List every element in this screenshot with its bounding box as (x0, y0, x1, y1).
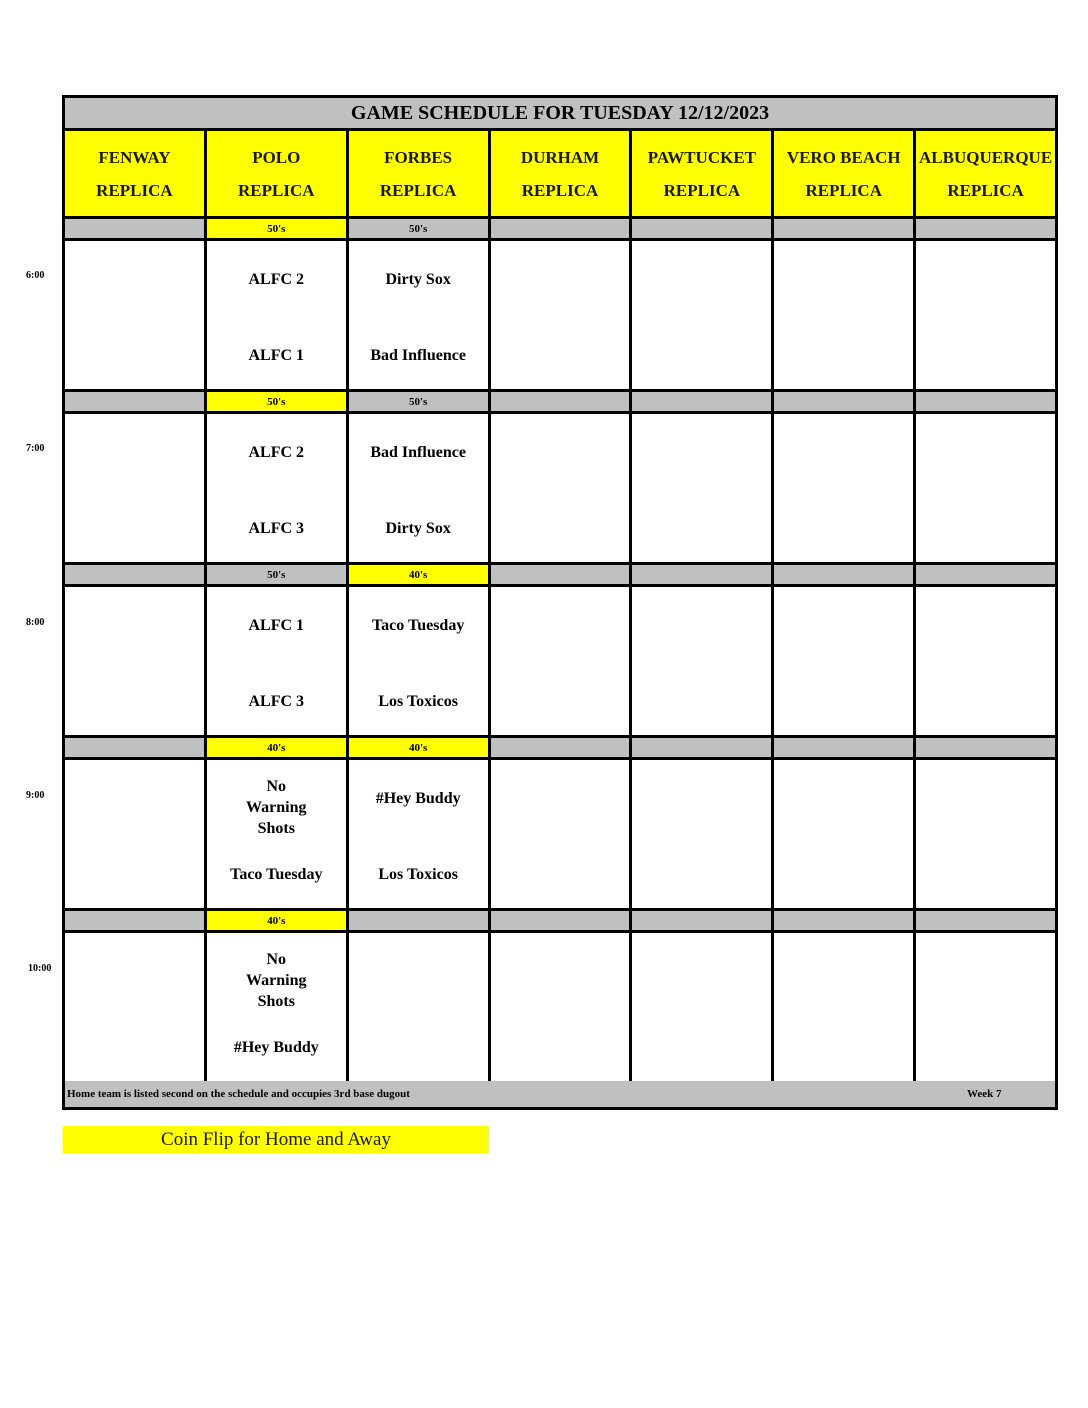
division-cell (65, 738, 207, 757)
division-cell (65, 911, 207, 930)
division-cell (774, 911, 916, 930)
game-cell (774, 241, 916, 389)
home-team: ALFC 3 (248, 520, 305, 537)
schedule-title: GAME SCHEDULE FOR TUESDAY 12/12/2023 (65, 98, 1055, 131)
home-team-note: Home team is listed second on the schedule and occupies 3rd base dugout (67, 1088, 410, 1100)
division-cell (916, 565, 1055, 584)
field-subtitle: REPLICA (947, 180, 1024, 200)
division-cell (65, 565, 207, 584)
division-row (65, 219, 1055, 241)
game-cell (632, 241, 774, 389)
home-team: ALFC 3 (248, 693, 305, 710)
field-name: ALBUQUERQUE (918, 147, 1053, 167)
field-subtitle: REPLICA (521, 180, 599, 200)
time-label: 8:00 (26, 617, 45, 628)
field-name: POLO (252, 147, 301, 167)
division-row (65, 392, 1055, 414)
time-label: 10:00 (28, 963, 52, 974)
game-cell (349, 241, 491, 389)
division-cell (632, 392, 774, 411)
division-cell (491, 911, 633, 930)
home-team: Los Toxicos (378, 693, 458, 710)
home-team: ALFC 1 (248, 347, 305, 364)
game-row (65, 241, 1055, 392)
game-cell (207, 933, 349, 1081)
division-row (65, 738, 1055, 760)
field-header-row (65, 131, 1055, 219)
home-team: Los Toxicos (378, 866, 458, 883)
division-cell (774, 392, 916, 411)
field-name: FENWAY (98, 147, 171, 167)
division-cell (774, 565, 916, 584)
game-cell (349, 933, 491, 1081)
game-cell (491, 587, 633, 735)
field-name: FORBES (384, 147, 453, 167)
game-cell (916, 933, 1055, 1081)
field-subtitle: REPLICA (805, 180, 882, 200)
division-cell: 50's (349, 392, 491, 411)
away-team: Dirty Sox (385, 271, 451, 288)
division-cell (632, 911, 774, 930)
division-cell: 40's (349, 565, 491, 584)
division-cell (349, 911, 491, 930)
field-subtitle: REPLICA (238, 180, 315, 200)
division-cell (632, 565, 774, 584)
field-header (916, 131, 1055, 216)
division-cell (632, 219, 774, 238)
home-team: Dirty Sox (385, 520, 451, 537)
game-cell (207, 241, 349, 389)
schedule-table (62, 95, 1058, 1110)
away-team: Taco Tuesday (371, 617, 465, 634)
division-cell: 40's (349, 738, 491, 757)
time-slots (65, 219, 1055, 1081)
game-cell (207, 760, 349, 908)
field-header (207, 131, 349, 216)
division-row (65, 911, 1055, 933)
field-header (632, 131, 774, 216)
game-cell (774, 587, 916, 735)
field-name: PAWTUCKET (647, 147, 757, 167)
game-cell (349, 414, 491, 562)
game-cell (916, 414, 1055, 562)
game-cell (916, 760, 1055, 908)
game-cell (916, 587, 1055, 735)
game-cell (774, 933, 916, 1081)
game-cell (491, 414, 633, 562)
division-cell: 50's (207, 219, 349, 238)
division-cell (916, 219, 1055, 238)
time-column (0, 0, 64, 1408)
home-team: #Hey Buddy (233, 1039, 319, 1056)
field-subtitle: REPLICA (96, 180, 173, 200)
division-row (65, 565, 1055, 587)
game-cell (491, 760, 633, 908)
field-header (491, 131, 633, 216)
week-label: Week 7 (967, 1088, 1002, 1100)
time-label: 9:00 (26, 790, 45, 801)
time-label: 7:00 (26, 443, 45, 454)
division-cell: 50's (207, 565, 349, 584)
game-row (65, 414, 1055, 565)
game-cell (65, 414, 207, 562)
game-cell (774, 414, 916, 562)
away-team: No Warning Shots (246, 778, 307, 837)
game-cell (916, 241, 1055, 389)
division-cell (774, 738, 916, 757)
division-cell (916, 392, 1055, 411)
away-team: Bad Influence (370, 444, 466, 461)
game-cell (65, 933, 207, 1081)
game-cell (65, 241, 207, 389)
coin-flip-banner: Coin Flip for Home and Away (63, 1126, 489, 1154)
game-cell (491, 933, 633, 1081)
division-cell: 50's (349, 219, 491, 238)
division-cell (632, 738, 774, 757)
division-cell: 40's (207, 738, 349, 757)
game-cell (207, 414, 349, 562)
home-team: Taco Tuesday (230, 866, 323, 883)
game-cell (65, 587, 207, 735)
division-cell: 50's (207, 392, 349, 411)
division-cell (916, 911, 1055, 930)
game-row (65, 760, 1055, 911)
game-cell (349, 587, 491, 735)
game-cell (349, 760, 491, 908)
away-team: ALFC 2 (248, 271, 305, 288)
game-cell (632, 587, 774, 735)
division-cell (774, 219, 916, 238)
field-subtitle: REPLICA (663, 180, 741, 200)
field-name: VERO BEACH (786, 147, 901, 167)
footer-row (65, 1081, 1055, 1107)
time-label: 6:00 (26, 270, 45, 281)
away-team: No Warning Shots (246, 951, 307, 1010)
division-cell (916, 738, 1055, 757)
away-team: ALFC 1 (248, 617, 305, 634)
game-cell (65, 760, 207, 908)
game-cell (207, 587, 349, 735)
field-header (65, 131, 207, 216)
game-row (65, 933, 1055, 1081)
division-cell: 40's (207, 911, 349, 930)
division-cell (65, 219, 207, 238)
division-cell (491, 392, 633, 411)
game-cell (632, 760, 774, 908)
game-cell (774, 760, 916, 908)
field-header (774, 131, 916, 216)
field-name: DURHAM (520, 147, 600, 167)
field-header (349, 131, 491, 216)
division-cell (491, 738, 633, 757)
field-subtitle: REPLICA (379, 180, 457, 200)
away-team: ALFC 2 (248, 444, 305, 461)
division-cell (491, 565, 633, 584)
game-cell (491, 241, 633, 389)
division-cell (491, 219, 633, 238)
division-cell (65, 392, 207, 411)
game-row (65, 587, 1055, 738)
away-team: #Hey Buddy (375, 790, 461, 807)
home-team: Bad Influence (370, 347, 466, 364)
game-cell (632, 933, 774, 1081)
game-cell (632, 414, 774, 562)
